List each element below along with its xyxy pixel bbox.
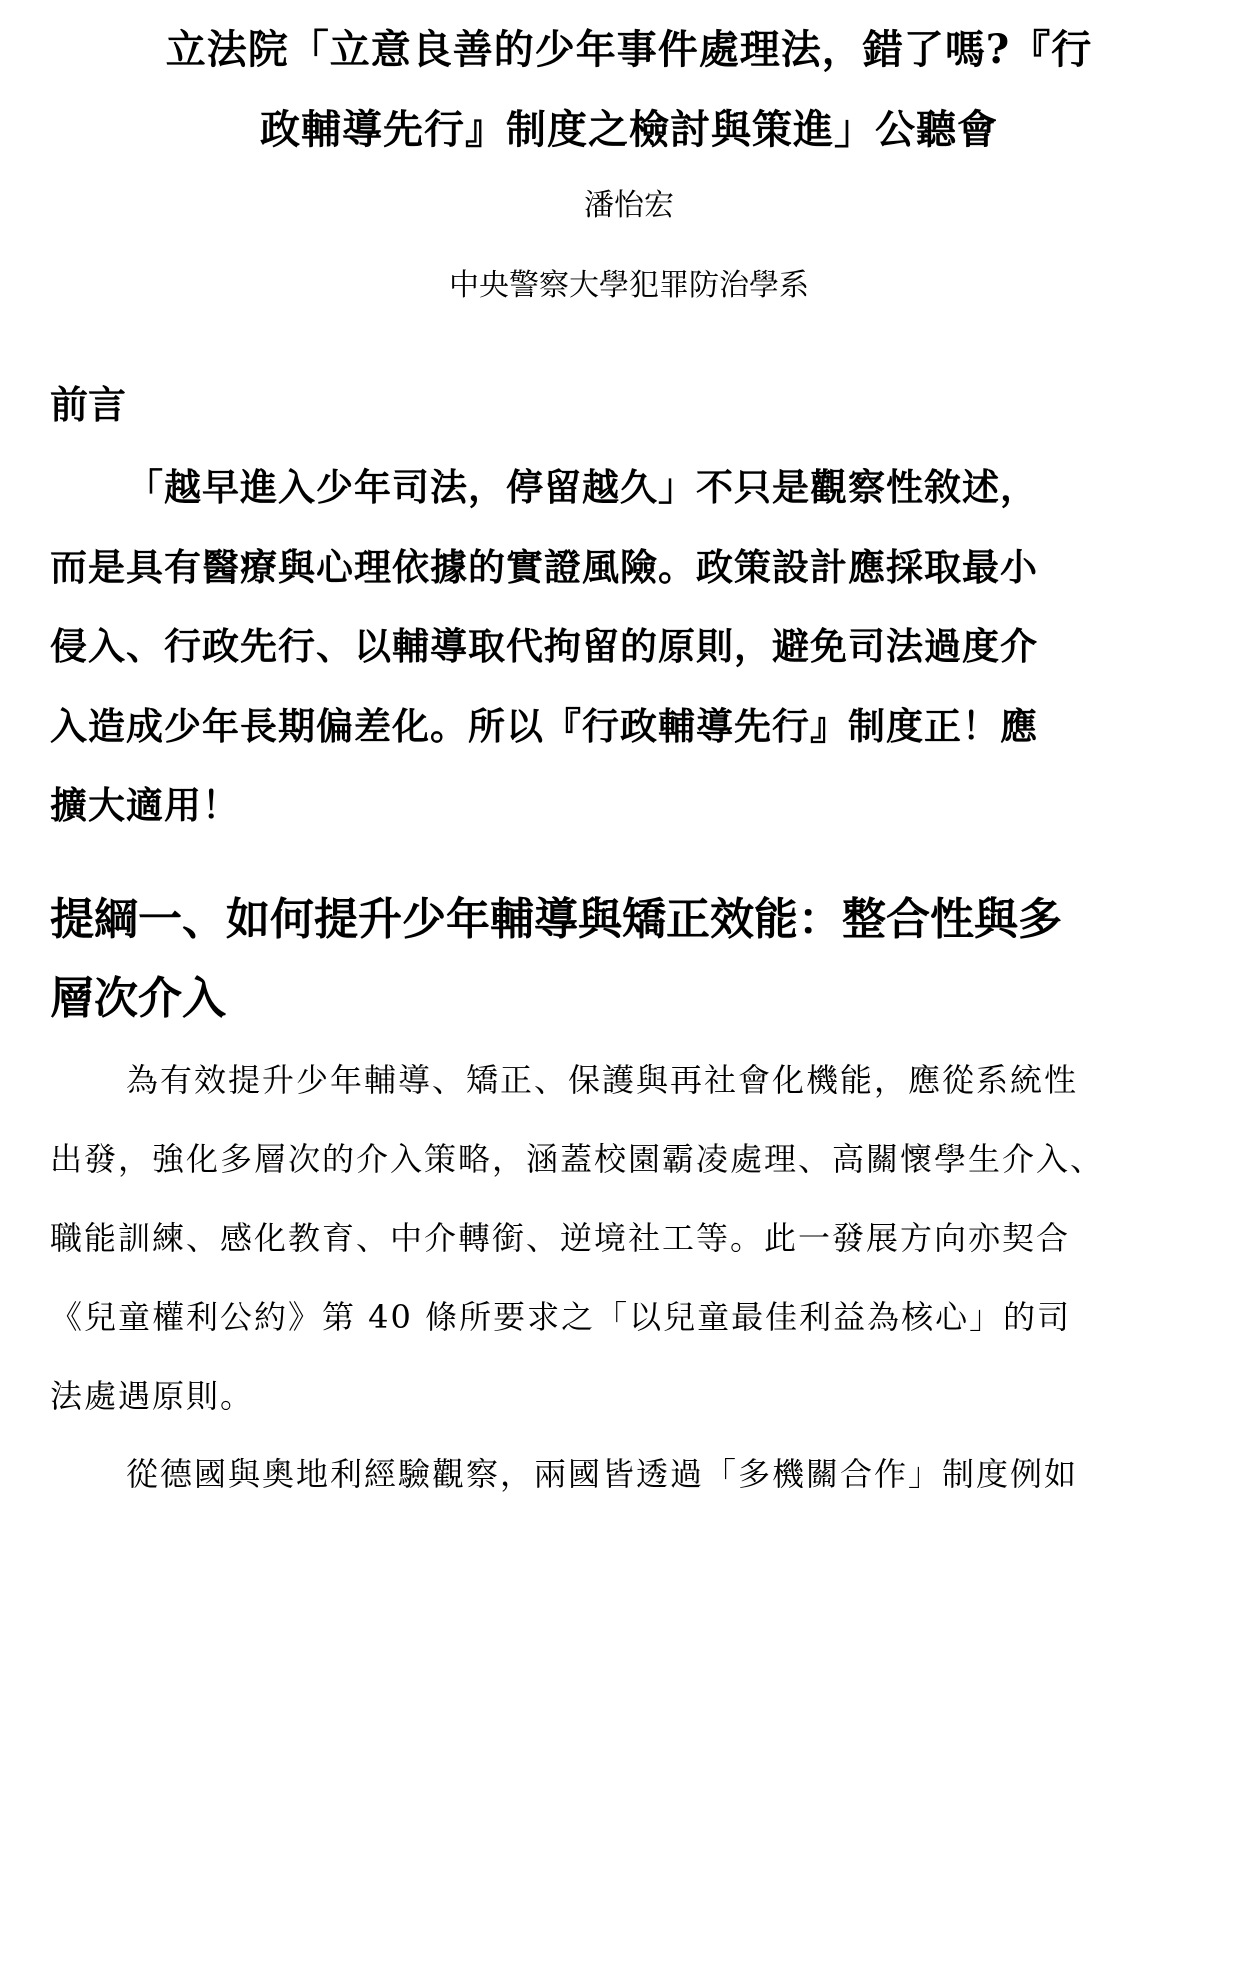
preface-line: 入造成少年長期偏差化。所以『行政輔導先行』制度正！應 [50, 704, 1038, 748]
preface-heading: 前言 [50, 382, 127, 427]
preface-line: 侵入、行政先行、以輔導取代拘留的原則，避免司法過度介 [50, 624, 1038, 668]
document-title-line-1: 立法院「立意良善的少年事件處理法，錯了嗎?『行 [165, 26, 1093, 73]
outline1-para1-line: 職能訓練、感化教育、中介轉銜、逆境社工等。此一發展方向亦契合 [50, 1219, 1071, 1257]
outline1-heading-line-1: 提綱一、如何提升少年輔導與矯正效能：整合性與多 [50, 894, 1062, 945]
preface-line: 擴大適用！ [50, 783, 240, 827]
outline1-para1-line: 出發，強化多層次的介入策略，涵蓋校園霸凌處理、高關懷學生介入、 [50, 1140, 1105, 1178]
author-affiliation: 中央警察大學犯罪防治學系 [449, 268, 809, 303]
outline1-para2-line: 從德國與奧地利經驗觀察，兩國皆透過「多機關合作」制度例如 [126, 1455, 1079, 1493]
author-name: 潘怡宏 [584, 188, 674, 223]
outline1-para1-line: 《兒童權利公約》第 40 條所要求之「以兒童最佳利益為核心」的司 [50, 1298, 1072, 1336]
outline1-para1-line: 為有效提升少年輔導、矯正、保護與再社會化機能，應從系統性 [126, 1061, 1079, 1099]
outline1-heading-line-2: 層次介入 [50, 973, 226, 1024]
document-title-line-2: 政輔導先行』制度之檢討與策進」公聽會 [260, 106, 998, 153]
preface-line: 而是具有醫療與心理依據的實證風險。政策設計應採取最小 [50, 545, 1038, 589]
outline1-para1-line: 法處遇原則。 [50, 1377, 255, 1415]
preface-line: 「越早進入少年司法，停留越久」不只是觀察性敘述， [126, 465, 1038, 509]
